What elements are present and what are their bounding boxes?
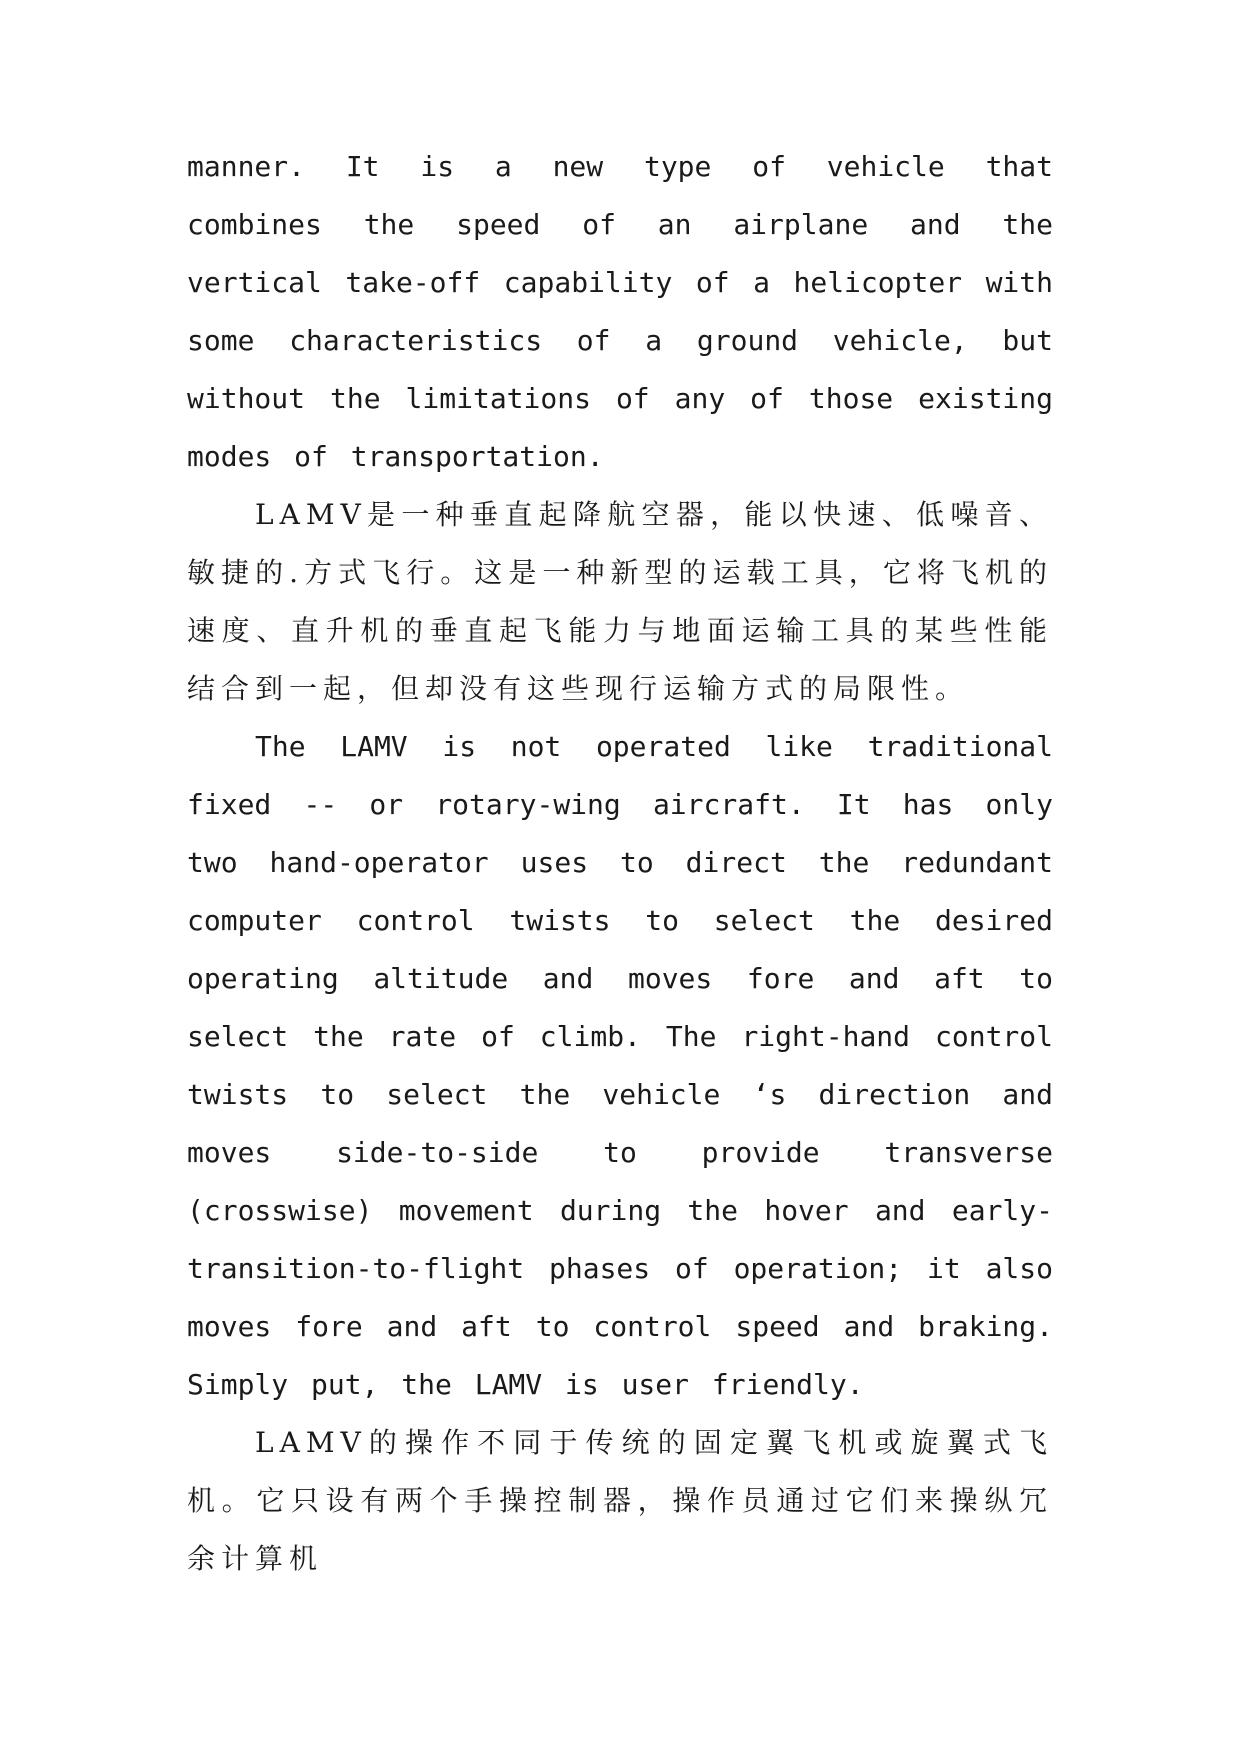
- paragraph-english-1: manner. It is a new type of vehicle that combines the speed of an airplane and the vertical take-off capability of a helicopter with some characteristics of a ground vehicle, but without the limitations of any of those existing modes of transportation.: [187, 150, 1053, 473]
- paragraph-chinese-2: LAMV的操作不同于传统的固定翼飞机或旋翼式飞机。它只设有两个手操控制器，操作员通过它们来操纵冗余计算机: [187, 1426, 1053, 1575]
- body-text: [187, 138, 1053, 1588]
- paragraph-english-2: The LAMV is not operated like traditional fixed -- or rotary-wing aircraft. It has only two hand-operator uses to direct the redundant computer control twists to select the desired operating altitude and moves fore and aft to select the rate of climb. The right-hand control twists to select the vehicle ‘s direction and moves side-to-side to provide transverse (crosswise) movement during the hover and early-transition-to-flight phases of operation; it also moves fore and aft to control speed and braking. Simply put, the LAMV is user friendly.: [187, 730, 1053, 1401]
- paragraph-chinese-1: LAMV是一种垂直起降航空器，能以快速、低噪音、敏捷的.方式飞行。这是一种新型的运载工具，它将飞机的速度、直升机的垂直起飞能力与地面运输工具的某些性能结合到一起，但却没有这些现行运输方式的局限性。: [187, 498, 1053, 705]
